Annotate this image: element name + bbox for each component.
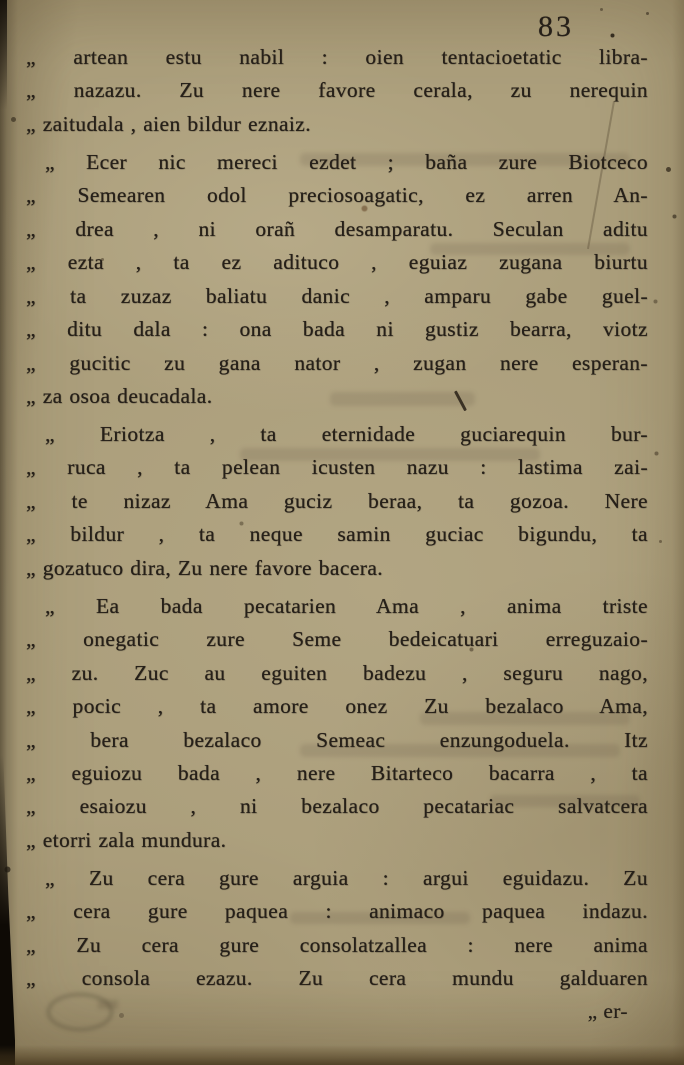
text-line: „ ta zuzaz baliatu danic , amparu gabe guel- (26, 283, 648, 308)
text-line: „ zu. Zuc au eguiten badezu , seguru nago, (26, 660, 648, 685)
text-block (26, 41, 648, 996)
text-line: „ eguiozu bada , nere Bitarteco bacarra , ta (26, 761, 648, 786)
text-line: „ te nizaz Ama guciz beraa, ta gozoa. Nere (26, 488, 648, 513)
text-line: „ gucitic zu gana nator , zugan nere esperan- (26, 350, 648, 375)
paragraph (26, 146, 648, 414)
paragraph (26, 590, 648, 858)
text-line: „ Ecer nic mereci ezdet ; baña zure Biotceco (45, 149, 648, 174)
top-left-edge-shadow (0, 0, 7, 110)
stamp-ghost (46, 992, 114, 1032)
bottom-edge-shadow (0, 1045, 684, 1065)
text-line: „ Zu cera gure arguia : argui eguidazu. Zu (45, 865, 648, 890)
text-line: „ gozatuco dira, Zu nere favore bacera. (26, 555, 384, 580)
paragraph (26, 41, 648, 141)
catchword: „ er- (587, 999, 628, 1023)
page-number: 83 (538, 10, 574, 43)
text-line: „ cera gure paquea : animaco paquea indazu. (26, 899, 648, 924)
text-line: „ consola ezazu. Zu cera mundu galduaren (26, 966, 648, 991)
text-line: „ esaiozu , ni bezalaco pecatariac salvatcera (26, 794, 648, 819)
text-line: „ zaitudala , aien bildur eznaiz. (26, 111, 312, 136)
text-line: „ za osoa deucadala. (26, 384, 213, 409)
text-line: „ Zu cera gure consolatzallea : nere anima (26, 932, 648, 957)
text-line: „ ditu dala : ona bada ni gustiz bearra, viotz (26, 317, 648, 342)
text-line: „ etorri zala mundura. (26, 827, 227, 852)
text-line: „ drea , ni orañ desamparatu. Seculan aditu (26, 216, 648, 241)
text-line: „ Semearen odol preciosoagatic, ez arren An- (26, 183, 648, 208)
stamp-ghost (98, 1000, 118, 1009)
text-line: „ artean estu nabil : oien tentacioetatic libra- (26, 45, 648, 69)
text-line: „ nazazu. Zu nere favore cerala, zu nerequin (26, 78, 648, 103)
text-line: „ bildur , ta neque samin guciac bigundu, ta (26, 522, 648, 547)
text-line: „ Eriotza , ta eternidade guciarequin bur- (45, 421, 648, 446)
text-line: „ Ea bada pecatarien Ama , anima triste (45, 593, 648, 618)
text-line: „ onegatic zure Seme bedeicatuari erreguzaio- (26, 627, 648, 652)
paragraph (26, 418, 648, 585)
text-line: „ ruca , ta pelean icusten nazu : lastima zai- (26, 455, 648, 480)
paragraph (26, 862, 648, 996)
text-line: „ bera bezalaco Semeac enzungoduela. Itz (26, 727, 648, 752)
text-line: „ ezta , ta ez adituco , eguiaz zugana biurtu (26, 250, 648, 275)
text-line: „ pocic , ta amore onez Zu bezalaco Ama, (26, 694, 648, 719)
ink-specks (0, 0, 3, 3)
right-edge-shadow (672, 0, 684, 1065)
